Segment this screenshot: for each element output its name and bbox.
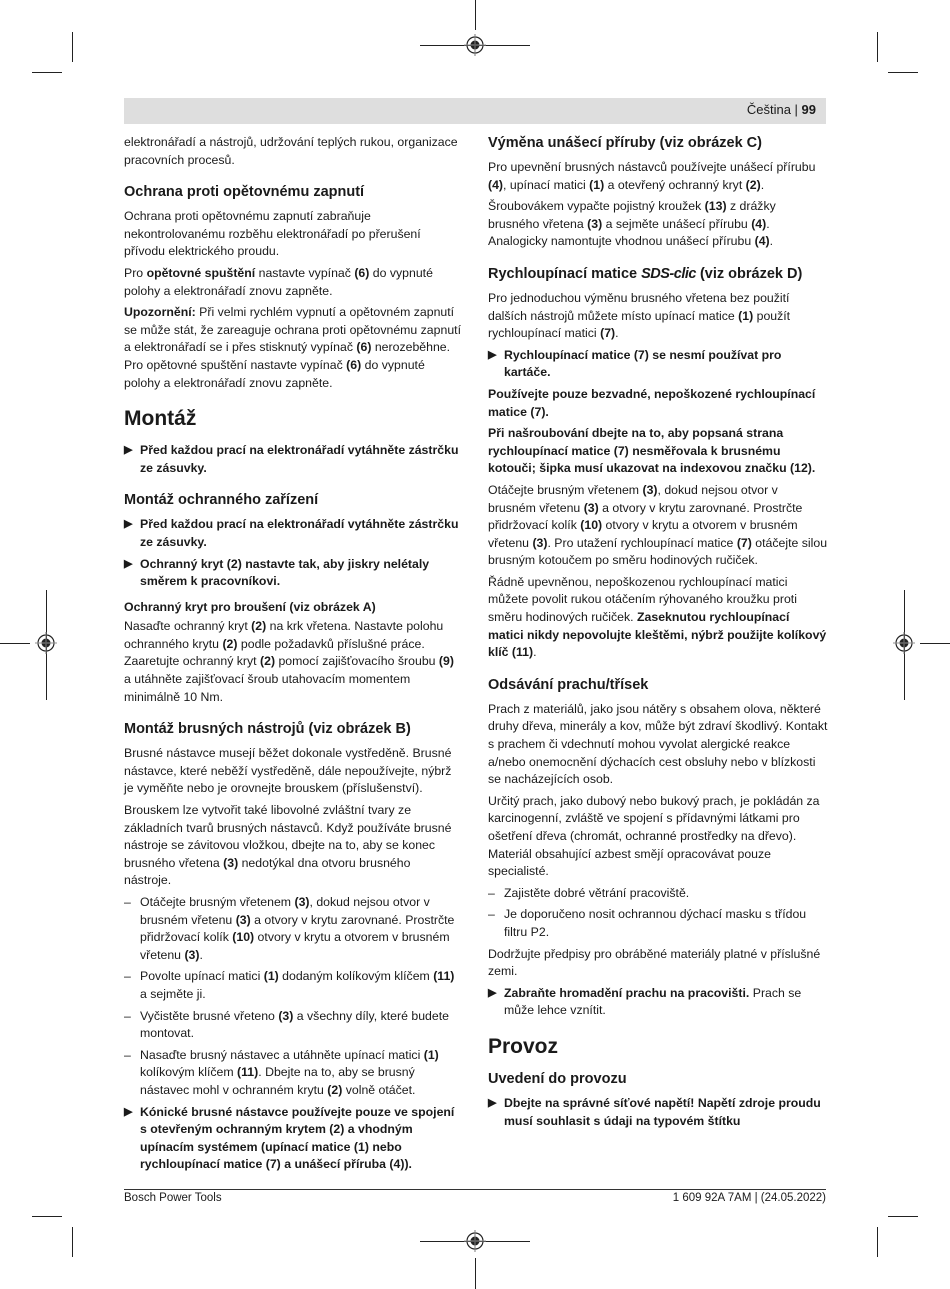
footer-rule xyxy=(124,1189,826,1190)
crop-mark xyxy=(877,1227,878,1257)
safety-bullet: ▶ Před každou prací na elektronářadí vytáhněte zástrčku ze zásuvky. xyxy=(124,517,459,549)
left-column xyxy=(124,134,461,1178)
triangle-right-icon: ▶ xyxy=(124,1105,133,1118)
safety-bullet: ▶ Zabraňte hromadění prachu na pracovišti. Prach se může lehce vznítit. xyxy=(488,985,802,1018)
section-heading-dust: Odsávání prachu/třísek xyxy=(488,676,649,693)
restart-warning-paragraph: Upozornění: Při velmi rychlém vypnutí a opětovném zapnutí se může stát, že zareaguje ochrana proti opětovnému zapnutí a elektronářadí se i přes stisknutý vypínač (6) nerozeběhne. Pro opětovné spuštění nastavte vypínač (6) do vypnuté polohy a elektronářadí znovu zapněte. xyxy=(124,305,461,390)
step-item: – Je doporučeno nosit ochrannou dýchací masku s třídou filtru P2. xyxy=(488,907,807,939)
section-heading-restart-protection: Ochrana proti opětovnému zapnutí xyxy=(124,184,365,201)
flange-paragraph-2: Šroubovákem vypačte pojistný kroužek (13) z drážky brusného vřetena (3) a sejměte unášecí přírubu (4). xyxy=(488,199,776,231)
crop-mark xyxy=(32,1216,62,1217)
section-heading-guard: Montáž ochranného zařízení xyxy=(124,492,319,509)
intro-paragraph: elektronářadí a nástrojů, udržování teplých rukou, organizace pracovních procesů. xyxy=(124,135,458,167)
right-column xyxy=(488,134,828,1134)
tools-paragraph-1: Brusné nástavce musejí běžet dokonale vystředěně. Brusné nástavce, které neběží vystředěně, dále nepoužívejte, nýbrž je vyměňte nebo je orovnejte brouskem (příslušenství). xyxy=(124,746,452,796)
section-heading-quick-nut: Rychloupínací matice SDS-clic (viz obrázek D) xyxy=(488,265,803,282)
crop-mark xyxy=(888,1216,918,1217)
triangle-right-icon: ▶ xyxy=(124,557,133,570)
flange-paragraph-1: Pro upevnění brusných nástavců používejte unášecí přírubu (4), upínací matici (1) a otevřený ochranný kryt (2). xyxy=(488,160,816,192)
section-heading-flange: Výměna unášecí příruby (viz obrázek C) xyxy=(488,135,762,151)
section-heading-startup: Uvedení do provozu xyxy=(488,1070,627,1087)
quick-paragraph-1: Pro jednoduchou výměnu brusného vřetena bez použití dalších nástrojů můžete místo upínací matice (1) použít rychloupínací matici (7). xyxy=(488,290,791,341)
crop-mark xyxy=(475,0,476,30)
subsection-heading-grinding-guard: Ochranný kryt pro broušení (viz obrázek A) xyxy=(124,599,376,614)
restart-paragraph-1: Ochrana proti opětovnému zapnutí zabraňuje nekontrolovanému rozběhu elektronářadí po přerušení přívodu elektrického proudu. xyxy=(124,209,421,259)
registration-mark-icon xyxy=(464,1230,486,1252)
registration-mark-icon xyxy=(893,632,915,654)
restart-paragraph-2: Pro opětovné spuštění nastavte vypínač (6) do vypnuté polohy a elektronářadí znovu zapněte. xyxy=(124,265,433,298)
step-item: – Vyčistěte brusné vřeteno (3) a všechny díly, které budete montovat. xyxy=(124,1008,449,1041)
dust-paragraph-3: Dodržujte předpisy pro obráběné materiály platné v příslušné zemi. xyxy=(488,946,821,979)
step-item: – Zajistěte dobré větrání pracoviště. xyxy=(488,885,690,900)
sds-clic-logo: SDS-clic xyxy=(641,265,696,282)
safety-bullet: ▶ Kónické brusné nástavce používejte pouze ve spojení s otevřeným ochranným krytem (2) a vhodným upínacím systémem (upínací matice (1) nebo rychloupínací matice (7) a unášecí příruba (4)). xyxy=(124,1104,455,1172)
safety-bullet: ▶ Dbejte na správné síťové napětí! Napětí zdroje proudu musí souhlasit s údaji na typovém štítku xyxy=(488,1095,821,1128)
crop-mark xyxy=(920,643,950,644)
chapter-heading-provoz: Provoz xyxy=(488,1034,559,1058)
crop-mark xyxy=(888,72,918,73)
step-item: – Povolte upínací matici (1) dodaným kolíkovým klíčem (11) a sejměte ji. xyxy=(124,969,455,1001)
triangle-right-icon: ▶ xyxy=(488,986,497,999)
crop-mark xyxy=(32,72,62,73)
registration-mark-icon xyxy=(464,34,486,56)
page-number: 99 xyxy=(801,102,816,117)
safety-bullet: ▶ Rychloupínací matice (7) se nesmí používat pro kartáče. xyxy=(488,347,782,380)
flange-paragraph-3: Analogicky namontujte vhodnou unášecí přírubu (4). xyxy=(488,234,774,249)
crop-mark xyxy=(72,32,73,62)
crop-mark xyxy=(72,1227,73,1257)
crop-mark xyxy=(0,643,30,644)
triangle-right-icon: ▶ xyxy=(124,444,133,457)
crop-mark xyxy=(475,1258,476,1289)
header-bar xyxy=(124,98,826,124)
triangle-right-icon: ▶ xyxy=(124,518,133,531)
step-item: – Otáčejte brusným vřetenem (3), dokud nejsou otvor v brusném vřetenu (3) a otvory v krytu zarovnané. Prostrčte přidržovací kolík (10) otvory v krytu a otvorem v brusném vřetenu (3). xyxy=(124,895,455,962)
safety-bullet: ▶ Před každou prací na elektronářadí vytáhněte zástrčku ze zásuvky. xyxy=(124,443,459,475)
safety-bullet: ▶ Ochranný kryt (2) nastavte tak, aby jiskry nelétaly směrem k pracovníkovi. xyxy=(124,556,430,589)
crop-mark xyxy=(877,32,878,62)
quick-bold-note-2: Při našroubování dbejte na to, aby popsaná strana rychloupínací matice (7) nesměřovala k brusnému kotouči; šipka musí ukazovat na indexovou značku (12). xyxy=(488,426,816,476)
footer-brand: Bosch Power Tools xyxy=(124,1192,222,1204)
quick-paragraph-2: Otáčejte brusným vřetenem (3), dokud nejsou otvor v brusném vřetenu (3) a otvory v krytu zarovnané. Prostrčte přidržovací kolík (10) otvory v krytu a otvorem v brusném vřetenu (3). Pro utažení rychloupínací matice (7) otáčejte silou brusným kotoučem po směru hodinových ručiček. xyxy=(488,482,828,568)
tools-paragraph-2: Brouskem lze vytvořit také libovolné zvláštní tvary ze základních tvarů brusných nástavců. Když používáte brusné nástroje se závitovou vložkou, dbejte na to, aby se konec brusného vřetena (3) nedotýkal dna otvoru brusného nástroje. xyxy=(124,803,452,888)
triangle-right-icon: ▶ xyxy=(488,1096,497,1109)
chapter-heading-montaz: Montáž xyxy=(124,407,197,431)
quick-paragraph-3: Řádně upevněnou, nepoškozenou rychloupínací matici můžete povolit rukou otáčením rýhovaného kroužku proti směru hodinových ručiček. Zaseknutou rychloupínací matici nikdy nepovolujte kleštěmi, nýbrž použijte kolíkový klíč (11). xyxy=(488,574,827,660)
step-item: – Nasaďte brusný nástavec a utáhněte upínací matici (1) kolíkovým klíčem (11). Dbejte na to, aby se brusný nástavec mohl v ochranném krytu (2) volně otáčet. xyxy=(124,1047,439,1097)
guard-paragraph: Nasaďte ochranný kryt (2) na krk vřetena. Nastavte polohu ochranného krytu (2) podle požadavků příslušné práce. Zaaretujte ochranný kryt (2) pomocí zajišťovacího šroubu (9) a utáhněte zajišťovací šroub utahovacím momentem minimálně 10 Nm. xyxy=(124,619,454,704)
quick-bold-note-1: Používejte pouze bezvadné, nepoškozené rychloupínací matice (7). xyxy=(488,386,816,419)
dust-paragraph-2: Určitý prach, jako dubový nebo bukový prach, je pokládán za karcinogenní, zvláště ve spojení s přídavnými látkami pro ošetření dřeva (chromát, ochranné prostředky na dřevo). Materiál obsahující azbest smějí opracovávat pouze specialisté. xyxy=(488,793,820,879)
running-header: Čeština | 99 xyxy=(746,102,816,117)
section-heading-grinding-tools: Montáž brusných nástrojů (viz obrázek B) xyxy=(124,721,411,738)
footer-document-id: 1 609 92A 7AM | (24.05.2022) xyxy=(672,1192,826,1204)
header-language: Čeština xyxy=(746,102,791,117)
dust-paragraph-1: Prach z materiálů, jako jsou nátěry s obsahem olova, některé druhy dřeva, minerály a kov, může být zdraví škodlivý. Kontakt s prachem či vdechnutí mohou vyvolat alergické reakce a/nebo onemocnění dýchacích cest obsluhy nebo v blízkosti se nacházejících osob. xyxy=(488,701,828,787)
registration-mark-icon xyxy=(35,632,57,654)
triangle-right-icon: ▶ xyxy=(488,348,497,361)
